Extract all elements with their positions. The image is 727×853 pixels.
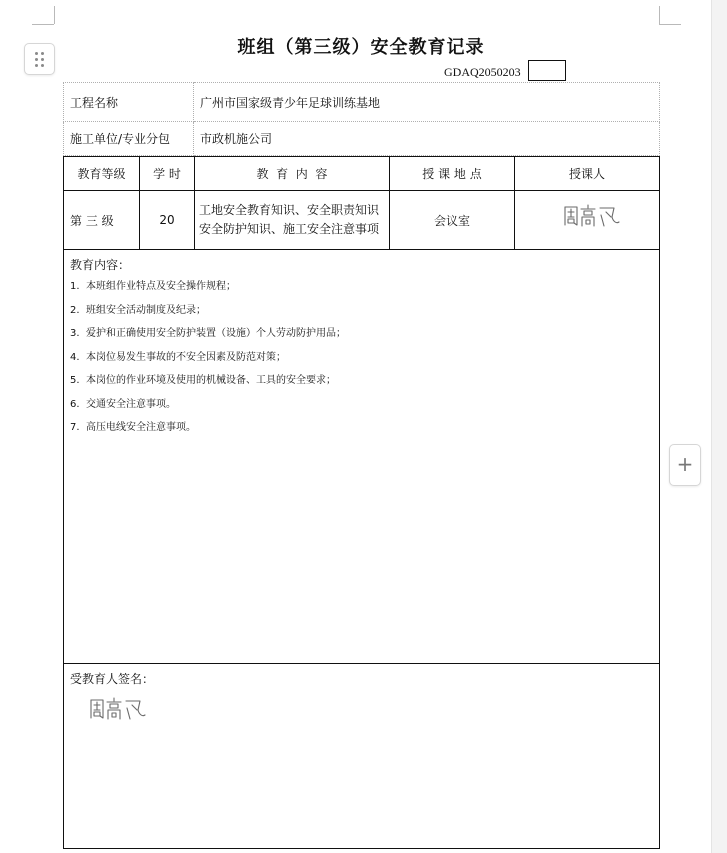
education-content-row xyxy=(64,250,660,664)
list-item: 4. 本岗位易发生事故的不安全因素及防范对策； xyxy=(70,351,286,363)
hours-value: 20 xyxy=(140,191,195,250)
education-content-cell xyxy=(64,250,660,664)
trainee-signature-image xyxy=(88,696,148,722)
header-education-content: 教 育 内 容 xyxy=(195,157,390,191)
document-title: 班组（第三级）安全教育记录 xyxy=(237,37,485,58)
construction-unit-value: 市政机施公司 xyxy=(194,122,660,156)
crop-mark-top-left-h xyxy=(32,24,54,25)
project-name-label: 工程名称 xyxy=(64,83,194,122)
crop-mark-top-right-v xyxy=(659,6,660,24)
header-education-level: 教育等级 xyxy=(64,157,140,191)
education-content-value xyxy=(195,191,390,250)
document-code-box xyxy=(528,60,566,81)
list-item: 6. 交通安全注意事项。 xyxy=(70,398,176,410)
project-info-table xyxy=(63,82,660,156)
education-table xyxy=(63,156,660,849)
drag-handle-button[interactable] xyxy=(24,43,55,75)
list-item: 7. 高压电线安全注意事项。 xyxy=(70,422,196,433)
header-hours: 学 时 xyxy=(140,157,195,191)
list-item: 5. 本岗位的作业环境及使用的机械设备、工具的安全要求； xyxy=(70,375,336,386)
crop-mark-top-right-h xyxy=(659,24,681,25)
list-item: 3. 爱护和正确使用安全防护装置（设施）个人劳动防护用品； xyxy=(70,328,346,339)
education-level-value: 第 三 级 xyxy=(64,191,140,250)
vertical-scrollbar[interactable] xyxy=(711,0,727,853)
table-header-row xyxy=(64,157,660,191)
list-item: 1. 本班组作业特点及安全操作规程； xyxy=(70,281,236,292)
education-content-line-1: 工地安全教育知识、安全职责知识 xyxy=(199,203,380,217)
drag-handle-icon xyxy=(35,52,44,67)
project-name-value: 广州市国家级青少年足球训练基地 xyxy=(194,83,660,122)
location-value: 会议室 xyxy=(390,191,515,250)
plus-icon: + xyxy=(676,452,694,476)
lecturer-signature-image xyxy=(562,203,622,229)
signature-label: 受教育人签名： xyxy=(70,672,155,686)
signature-row xyxy=(64,664,660,849)
construction-unit-row xyxy=(64,122,660,156)
construction-unit-label: 施工单位/专业分包 xyxy=(64,122,194,156)
education-content-heading: 教育内容： xyxy=(70,258,131,272)
crop-mark-top-left-v xyxy=(54,6,55,24)
header-lecturer: 授课人 xyxy=(515,157,660,191)
add-block-button[interactable] xyxy=(669,444,701,486)
project-name-row xyxy=(64,83,660,122)
signature-cell xyxy=(64,664,660,849)
document-code: GDAQ2050203 xyxy=(444,65,521,79)
header-location: 授 课 地 点 xyxy=(390,157,515,191)
list-item: 2. 班组安全活动制度及纪录； xyxy=(70,304,206,316)
education-content-line-2: 安全防护知识、施工安全注意事项 xyxy=(199,222,380,236)
